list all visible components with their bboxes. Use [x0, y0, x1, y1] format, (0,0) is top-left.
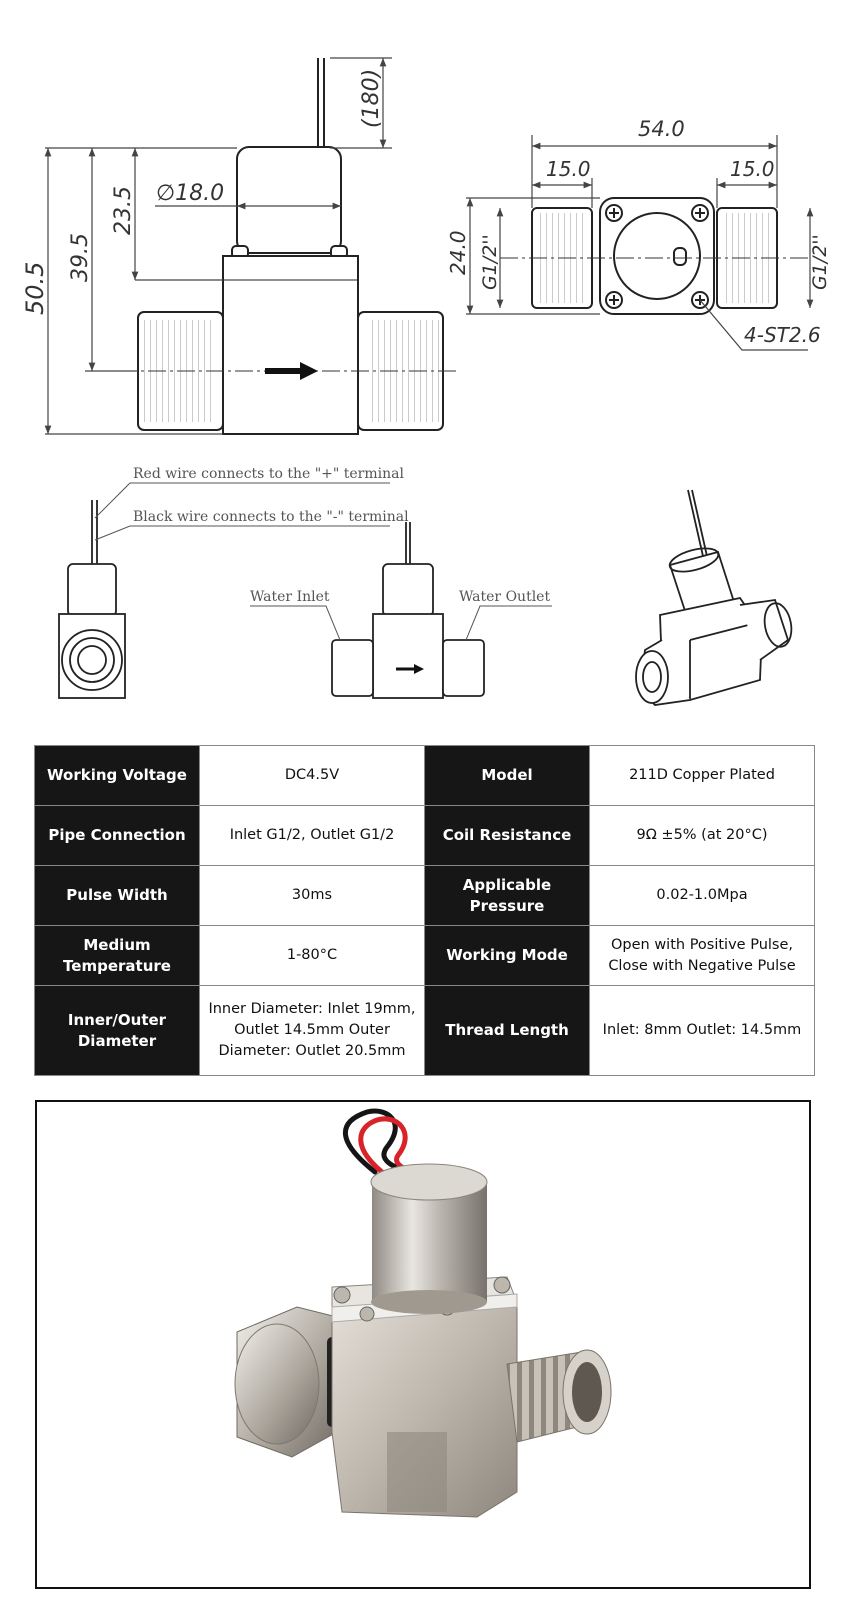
spec-value: DC4.5V [200, 746, 425, 806]
table-row [35, 986, 815, 1076]
spec-value: 0.02-1.0Mpa [590, 866, 815, 926]
spec-value: 30ms [200, 866, 425, 926]
dim-inlet-thread-length: 15.0 [546, 157, 591, 181]
water-inlet-caption: Water Inlet [250, 589, 330, 605]
spec-label: Inner/Outer Diameter [35, 986, 200, 1076]
spec-label: Medium Temperature [35, 926, 200, 986]
water-outlet-caption: Water Outlet [459, 589, 551, 605]
dim-screws: 4-ST2.6 [744, 323, 821, 347]
table-row [35, 866, 815, 926]
dim-body-width: 24.0 [446, 230, 470, 275]
spec-label: Pipe Connection [35, 806, 200, 866]
coil-cap [371, 1164, 487, 1314]
spec-value: 211D Copper Plated [590, 746, 815, 806]
spec-value: Inlet: 8mm Outlet: 14.5mm [590, 986, 815, 1076]
dim-coil-diameter: ∅18.0 [156, 181, 225, 206]
inlet-nut [235, 1307, 345, 1457]
dim-inlet-thread: G1/2'' [479, 234, 501, 290]
table-row [35, 806, 815, 866]
table-row [35, 926, 815, 986]
spec-value: Inner Diameter: Inlet 19mm, Outlet 14.5mm Outer Diameter: Outlet 20.5mm [200, 986, 425, 1076]
dim-center-height: 39.5 [68, 233, 93, 282]
spec-label: Working Voltage [35, 746, 200, 806]
spec-value: 1-80°C [200, 926, 425, 986]
spec-label: Coil Resistance [425, 806, 590, 866]
spec-label: Applicable Pressure [425, 866, 590, 926]
spec-value: Open with Positive Pulse, Close with Negative Pulse [590, 926, 815, 986]
spec-value: Inlet G1/2, Outlet G1/2 [200, 806, 425, 866]
dim-outlet-thread: G1/2'' [809, 234, 831, 290]
spec-label: Working Mode [425, 926, 590, 986]
dim-outlet-thread-length: 15.0 [730, 157, 775, 181]
spec-value: 9Ω ±5% (at 20°C) [590, 806, 815, 866]
spec-label: Thread Length [425, 986, 590, 1076]
spec-label: Pulse Width [35, 866, 200, 926]
side-view-drawing [59, 500, 125, 698]
front-view-drawing [138, 58, 443, 434]
flow-view-drawing [332, 522, 484, 698]
spec-label: Model [425, 746, 590, 806]
isometric-drawing [636, 490, 795, 705]
technical-drawing [0, 0, 844, 745]
dim-total-height: 50.5 [21, 261, 49, 315]
black-wire-caption: Black wire connects to the "-" terminal [133, 509, 409, 525]
dim-total-length: 54.0 [638, 117, 685, 141]
top-view-drawing [532, 198, 777, 314]
red-wire-caption: Red wire connects to the "+" terminal [133, 466, 404, 482]
spec-table [34, 745, 815, 1076]
dim-lead-length: (180) [359, 68, 384, 128]
dim-coil-height: 23.5 [111, 186, 136, 235]
table-row [35, 746, 815, 806]
product-photo [35, 1100, 811, 1589]
outlet-thread [507, 1350, 611, 1442]
